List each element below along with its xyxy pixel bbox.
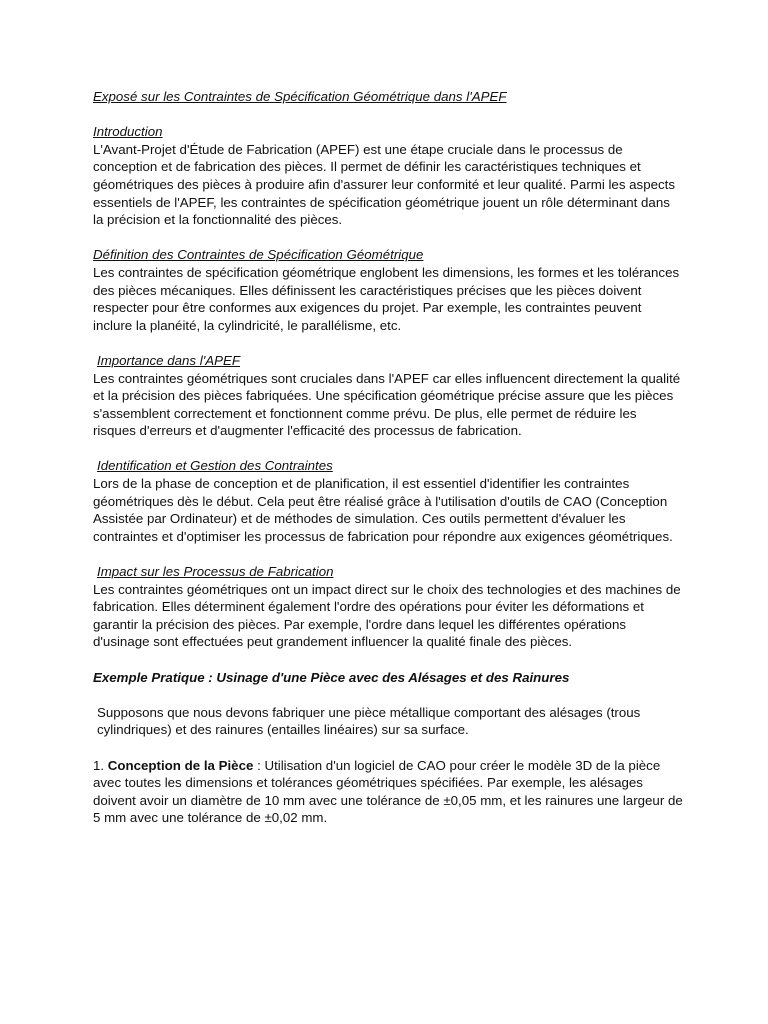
example-step-1 bbox=[93, 757, 683, 827]
example-step-1-text: : Utilisation d'un logiciel de CAO pour créer le modèle 3D de la pièce avec toutes les dimensions et tolérances géométriques spécifiées. Par exemple, les alésages doivent avoir un diamètre de 10 mm avec une tolérance de ±0,05 mm, et les rainures une largeur de 5 mm avec une tolérance de ±0,02 mm. bbox=[93, 757, 683, 826]
example-step-1-number: 1. bbox=[93, 757, 105, 773]
section-heading-definition: Définition des Contraintes de Spécification Géométrique bbox=[93, 247, 424, 263]
section-heading-impact: Impact sur les Processus de Fabrication bbox=[97, 564, 334, 580]
section-text-definition: Les contraintes de spécification géométrique englobent les dimensions, les formes et les tolérances des pièces mécaniques. Elles définissent les caractéristiques précises que les pièces doivent respecter pour être conformes aux exigences du projet. Par exemple, les contraintes peuvent inclure la planéité, la cylindricité, le parallélisme, etc. bbox=[93, 264, 680, 333]
document-body bbox=[93, 88, 683, 827]
section-text-importance: Les contraintes géométriques sont cruciales dans l'APEF car elles influencent directement la qualité et la précision des pièces fabriquées. Une spécification géométrique précise assure que les pièces s'assemblent correctement et fonctionnent comme prévu. De plus, elle permet de réduire les risques d'erreurs et d'augmenter l'efficacité des processus de fabrication. bbox=[93, 370, 681, 439]
document-title: Exposé sur les Contraintes de Spécification Géométrique dans l'APEF bbox=[93, 89, 507, 104]
section-heading-introduction: Introduction bbox=[93, 124, 163, 140]
section-heading-identification: Identification et Gestion des Contraintes bbox=[97, 458, 333, 474]
section-text-introduction: L'Avant-Projet d'Étude de Fabrication (APEF) est une étape cruciale dans le processus de conception et de fabrication des pièces. Il permet de définir les caractéristiques techniques et géométriques des pièces à produire afin d'assurer leur conformité et leur qualité. Parmi les aspects essentiels de l'APEF, les contraintes de spécification géométrique jouent un rôle déterminant dans la précision et la fonctionnalité des pièces. bbox=[93, 141, 675, 228]
section-text-impact: Les contraintes géométriques ont un impact direct sur le choix des technologies et des machines de fabrication. Elles déterminent également l'ordre des opérations pour éviter les déformations et garantir la précision des pièces. Par exemple, l'ordre dans lequel les différentes opérations d'usinage sont effectuées peut grandement influencer la qualité finale des pièces. bbox=[93, 581, 681, 650]
section-text-identification: Lors de la phase de conception et de planification, il est essentiel d'identifier les contraintes géométriques dès le début. Cela peut être réalisé grâce à l'utilisation d'outils de CAO (Conception Assistée par Ordinateur) et de méthodes de simulation. Ces outils permettent d'évaluer les contraintes et d'optimiser les processus de fabrication pour répondre aux exigences géométriques. bbox=[93, 476, 673, 544]
section-heading-importance: Importance dans l'APEF bbox=[97, 352, 240, 368]
example-intro: Supposons que nous devons fabriquer une pièce métallique comportant des alésages (trous cylindriques) et des rainures (entailles linéaires) sur sa surface. bbox=[97, 704, 641, 738]
example-step-1-label: Conception de la Pièce bbox=[107, 757, 254, 773]
example-title: Exemple Pratique : Usinage d'une Pièce avec des Alésages et des Rainures bbox=[93, 669, 570, 685]
